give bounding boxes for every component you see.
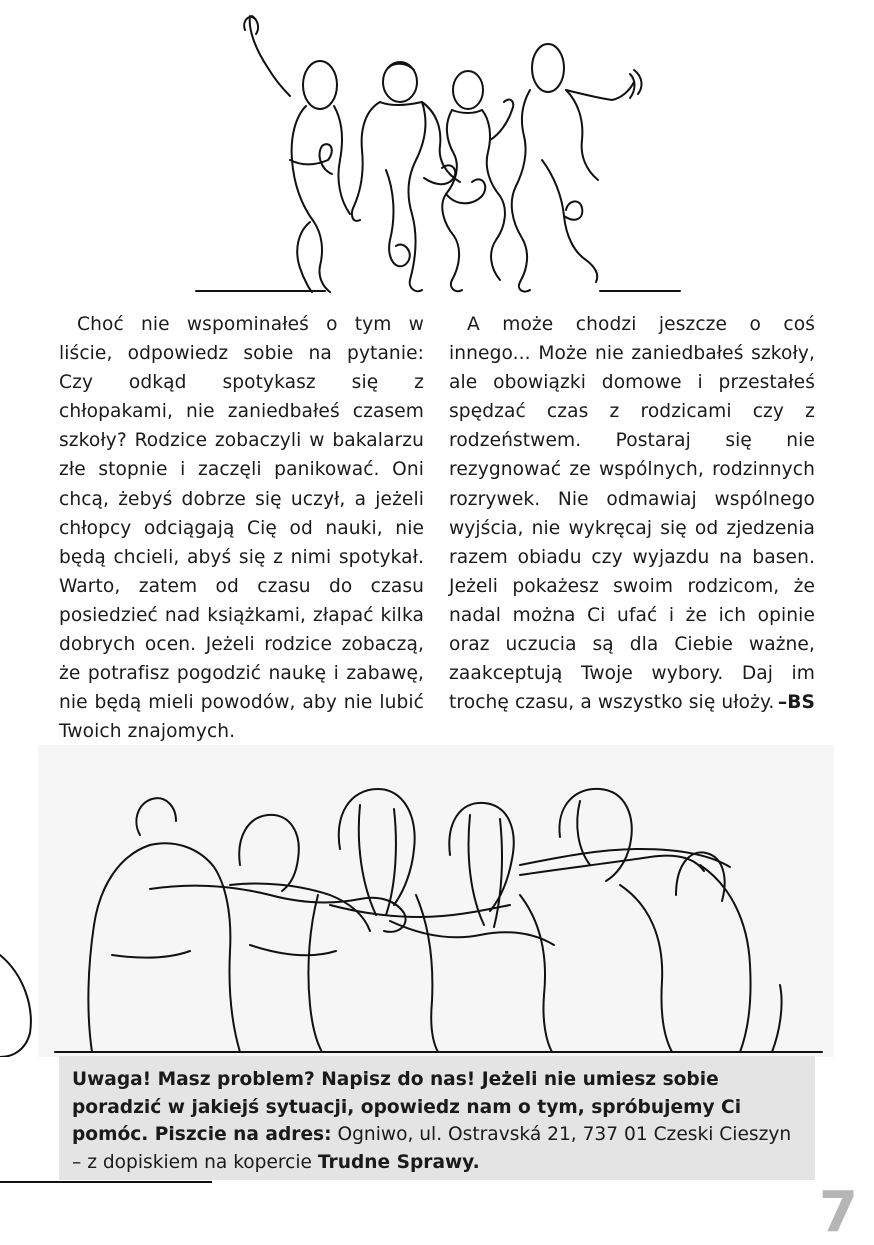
notice-box: [59, 1056, 815, 1180]
notice-envelope-label: Trudne Sprawy.: [317, 1151, 480, 1173]
dancing-friends-illustration: [190, 10, 690, 300]
group-hug-illustration: [0, 745, 874, 1057]
article-left-text: Choć nie wspominałeś o tym w liście, odpowiedz sobie na pytanie: Czy odkąd spotykasz się z chłopakami, nie zaniedbałeś czasem szkoły? Rodzice zobaczyli w bakalarzu złe stopnie i zaczęli panikować. Oni chcą, żebyś dobrze się uczył, a jeżeli chłopcy odciągają Cię od nauki, nie będą chcieli, abyś się z nimi spotykał. Warto, zatem od czasu do czasu posiedzieć nad książkami, złapać kilka dobrych ocen. Jeżeli rodzice zobaczą, że potrafisz pogodzić naukę i zabawę, nie będą mieli powodów, aby nie lubić Twoich znajomych.: [59, 314, 424, 743]
article-left-column: [59, 310, 424, 746]
author-signature: –BS: [777, 692, 815, 714]
article-right-text: A może chodzi jeszcze o coś innego... Może nie zaniedbałeś szkoły, ale obowiązki domowe i przestałeś spędzać czas z rodzicami czy z rodzeństwem. Postaraj się nie rezygnować ze wspólnych, rodzinnych rozrywek. Nie odmawiaj wspólnego wyjścia, nie wykręcaj się od zjedzenia razem obiadu czy wyjazdu na basen. Jeżeli pokażesz swoim rodzicom, że nadal można Ci ufać i że ich opinie oraz uczucia są dla Ciebie ważne, zaakceptują Twoje wybory. Daj im trochę czasu, a wszystko się ułoży.: [449, 314, 815, 714]
notice-text: [59, 1056, 815, 1176]
notice-address: Ogniwo, ul. Ostravská 21, 737 01 Czeski Cieszyn – z dopiskiem na kopercie: [72, 1124, 792, 1173]
page-number: 7: [819, 1180, 858, 1245]
notice-bold-text: Uwaga! Masz problem? Napisz do nas! Jeżeli nie umiesz sobie poradzić w jakiejś sytuacji, opowiedz nam o tym, spróbujemy Ci pomóc. Piszcie na adres:: [72, 1069, 742, 1145]
bottom-rule: [0, 1181, 212, 1183]
article-right-column: [449, 310, 815, 717]
